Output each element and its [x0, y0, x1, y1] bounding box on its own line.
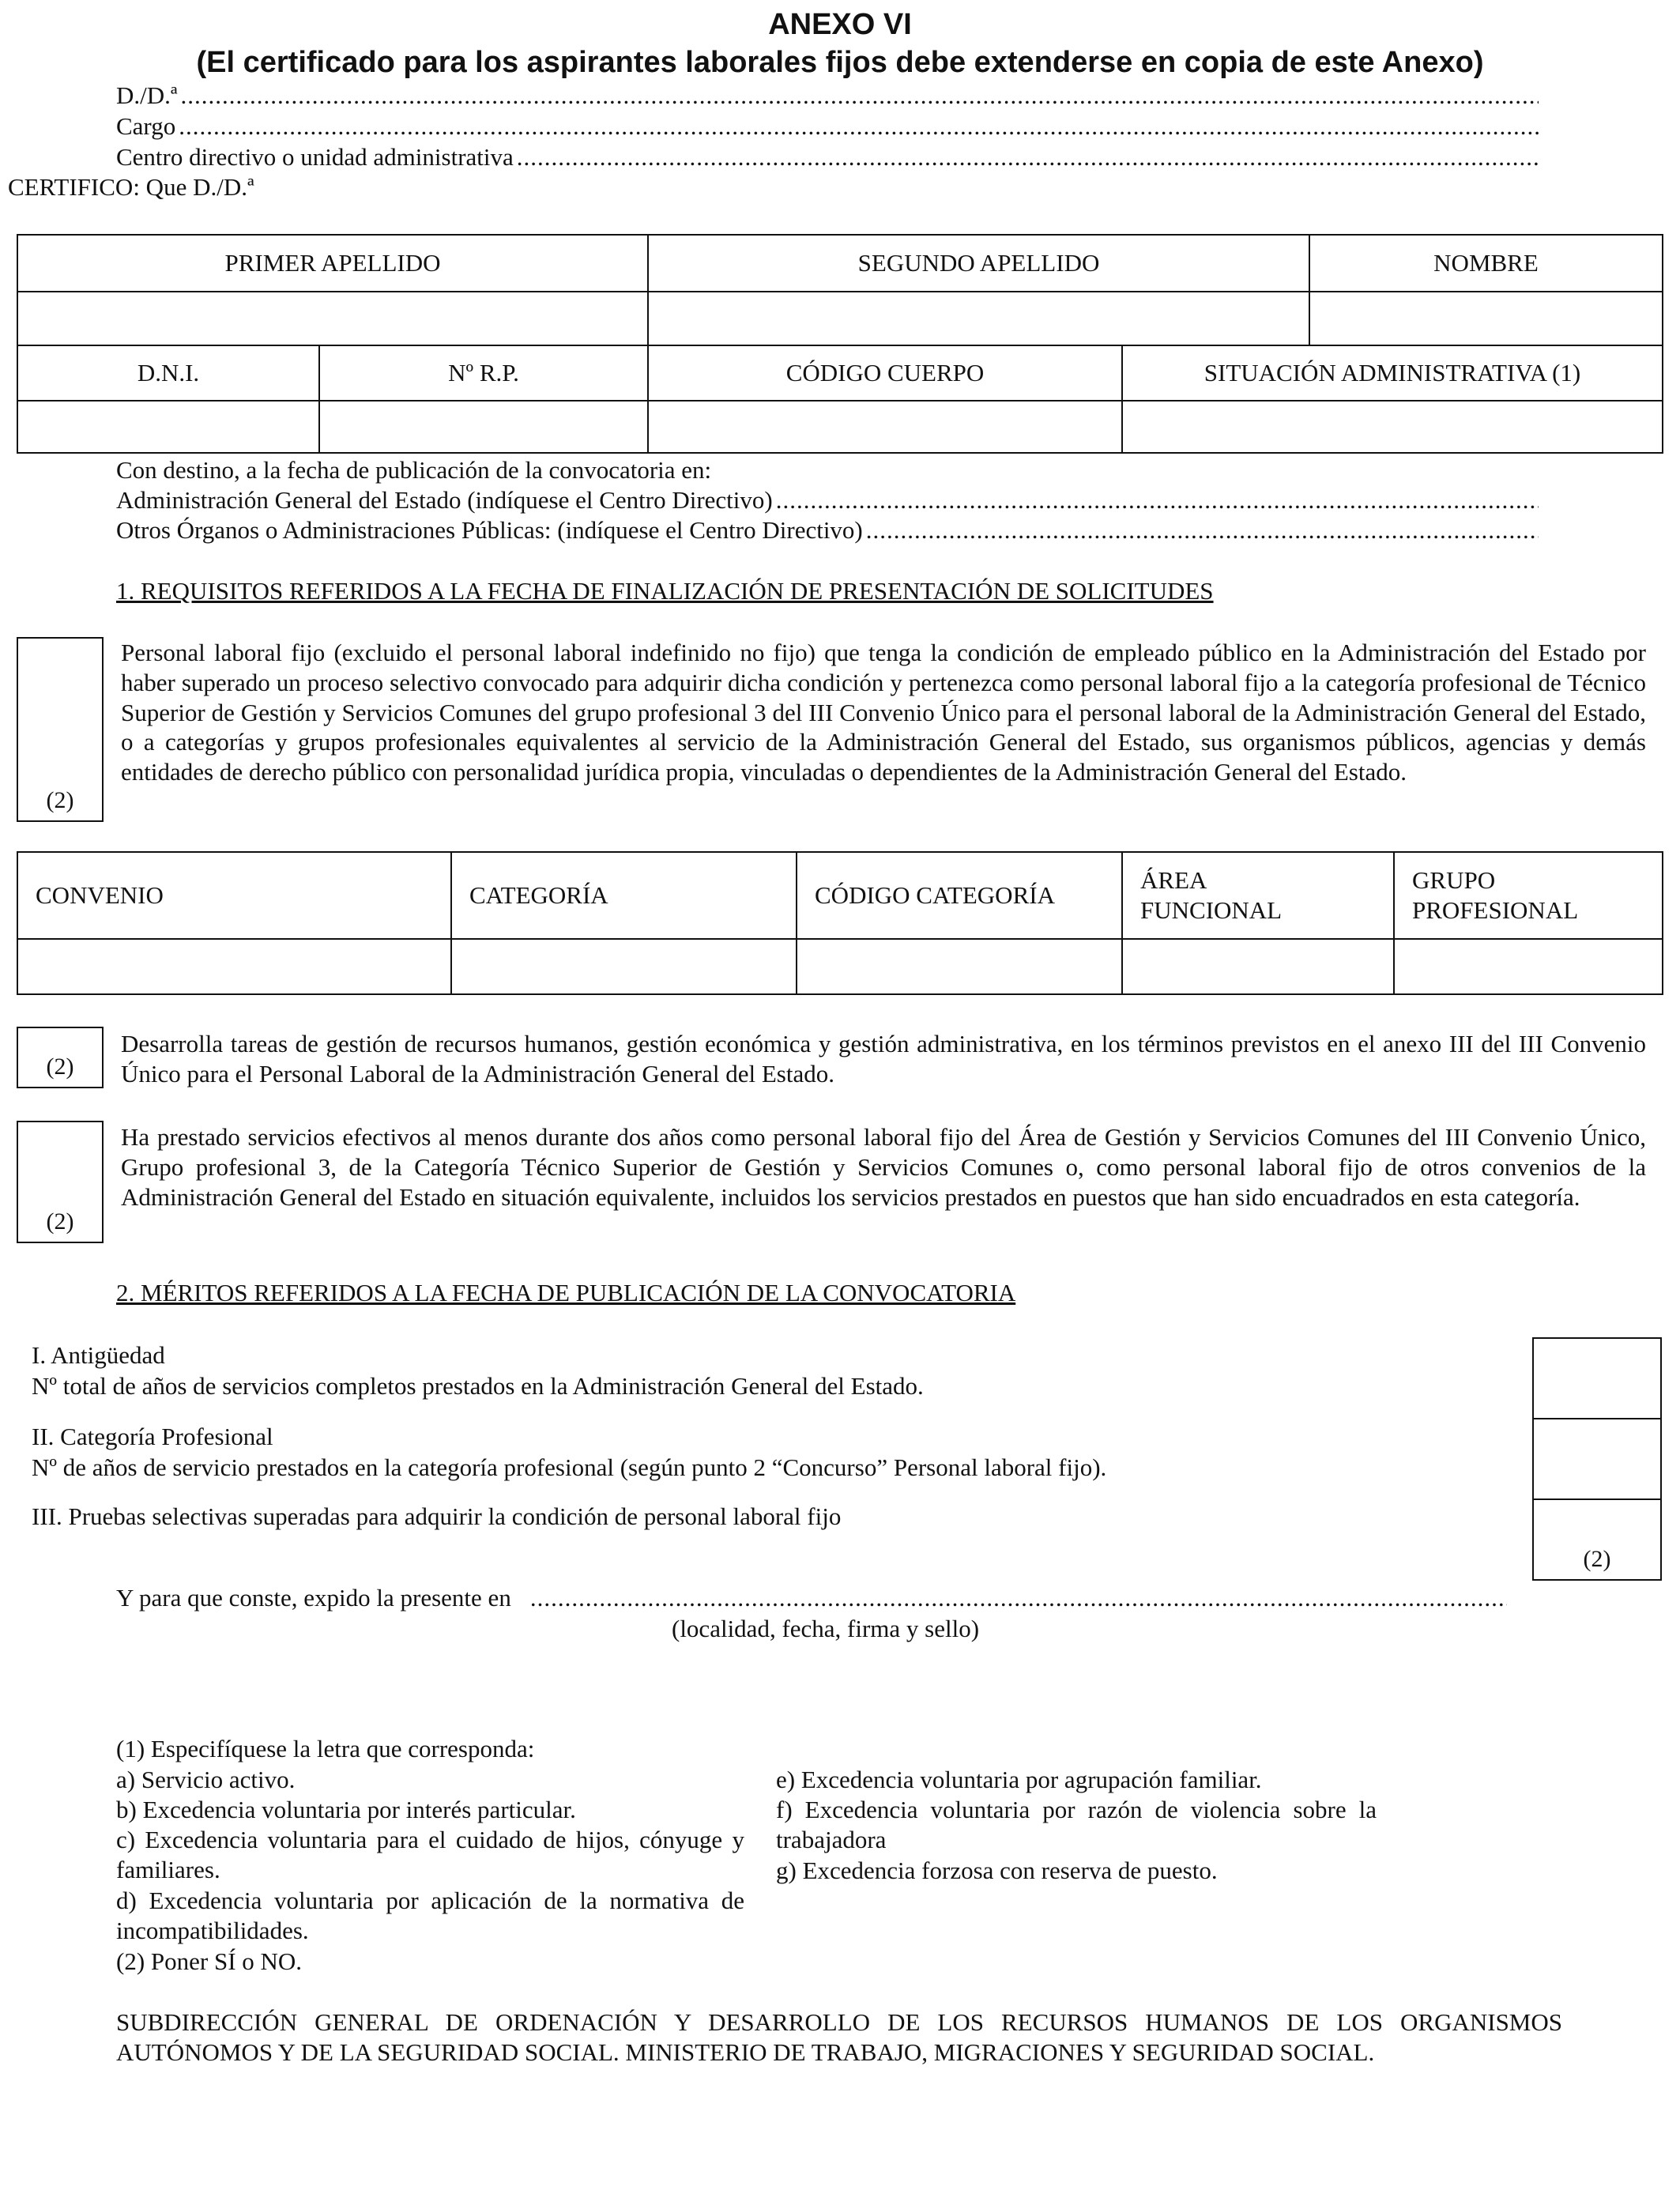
input-nombre[interactable] — [1309, 292, 1663, 345]
req2-text: Desarrolla tareas de gestión de recursos humanos, gestión económica y gestión administrativa, en los términos previstos en el anexo III del III Convenio Único para el Personal Laboral de la Administración General del Estado. — [121, 1030, 1646, 1088]
cargo-field[interactable] — [116, 111, 1539, 141]
note-2: (2) Poner SÍ o NO. — [116, 1947, 303, 1975]
req2-checkbox[interactable] — [17, 1027, 104, 1088]
certifico-label: CERTIFICO: Que D./D.ª — [8, 173, 254, 201]
header-categoria: CATEGORÍA — [451, 852, 797, 939]
merit2-box[interactable] — [1532, 1418, 1662, 1500]
req2-box-label: (2) — [46, 1054, 74, 1080]
footer-organism: SUBDIRECCIÓN GENERAL DE ORDENACIÓN Y DESARROLLO DE LOS RECURSOS HUMANOS DE LOS ORGANISMOS AUTÓNOMOS Y DE LA SEGURIDAD SOCIAL. MINISTERIO DE TRABAJO, MIGRACIONES Y SEGURIDAD SOCIAL. — [116, 2008, 1562, 2066]
centro-field[interactable] — [116, 142, 1539, 172]
merit1-box[interactable] — [1532, 1337, 1662, 1419]
input-grupo-profesional[interactable] — [1394, 939, 1663, 994]
destino-otros-label: Otros Órganos o Administraciones Públicas: (indíquese el Centro Directivo) — [116, 516, 863, 544]
section1-heading: 1. REQUISITOS REFERIDOS A LA FECHA DE FINALIZACIÓN DE PRESENTACIÓN DE SOLICITUDES — [116, 577, 1214, 605]
convenio-table — [17, 851, 1663, 995]
header-dni: D.N.I. — [17, 345, 319, 401]
input-situacion-administrativa[interactable] — [1122, 401, 1663, 453]
note-c: c) Excedencia voluntaria para el cuidado de hijos, cónyuge y familiares. — [116, 1826, 744, 1883]
section2-heading: 2. MÉRITOS REFERIDOS A LA FECHA DE PUBLICACIÓN DE LA CONVOCATORIA — [116, 1279, 1016, 1306]
input-area-funcional[interactable] — [1122, 939, 1394, 994]
input-primer-apellido[interactable] — [17, 292, 648, 345]
merit2-text: Nº de años de servicio prestados en la categoría profesional (según punto 2 “Concurso” Personal laboral fijo). — [32, 1453, 1107, 1481]
req3-text: Ha prestado servicios efectivos al menos durante dos años como personal laboral fijo del Área de Gestión y Servicios Comunes del III Convenio Único, Grupo profesional 3, de la Categoría Técnico Superior de Gestión y Servicios Comunes o, como personal laboral fijo de otros convenios de la Administración General del Estado en situación equivalente, incluidos los servicios prestados en puestos que han sido encuadrados en esta categoría. — [121, 1123, 1646, 1211]
identification-table — [17, 234, 1663, 454]
input-codigo-categoria[interactable] — [797, 939, 1122, 994]
input-codigo-cuerpo[interactable] — [648, 401, 1122, 453]
expido-field[interactable] — [116, 1583, 1507, 1613]
req1-box-label: (2) — [46, 787, 74, 814]
note-b: b) Excedencia voluntaria por interés particular. — [116, 1796, 576, 1823]
cargo-label: Cargo — [116, 112, 176, 140]
destino-intro: Con destino, a la fecha de publicación de la convocatoria en: — [116, 456, 712, 484]
req3-checkbox[interactable] — [17, 1121, 104, 1243]
merit3-box-label: (2) — [1583, 1546, 1611, 1573]
input-nrp[interactable] — [319, 401, 648, 453]
destino-age-label: Administración General del Estado (indíquese el Centro Directivo) — [116, 486, 773, 514]
destino-otros-field[interactable] — [116, 515, 1539, 545]
header-codigo-cuerpo: CÓDIGO CUERPO — [648, 345, 1122, 401]
input-categoria[interactable] — [451, 939, 797, 994]
merit3-title: III. Pruebas selectivas superadas para adquirir la condición de personal laboral fijo — [32, 1502, 842, 1530]
req3-box-label: (2) — [46, 1208, 74, 1235]
note-e: e) Excedencia voluntaria por agrupación familiar. — [776, 1766, 1262, 1793]
destino-age-field[interactable] — [116, 485, 1539, 515]
centro-label: Centro directivo o unidad administrativa — [116, 143, 514, 171]
note-a: a) Servicio activo. — [116, 1766, 296, 1793]
note-d: d) Excedencia voluntaria por aplicación de la normativa de incompatibilidades. — [116, 1887, 744, 1944]
merit1-text: Nº total de años de servicios completos prestados en la Administración General del Estado. — [32, 1372, 924, 1400]
header-grupo-profesional: GRUPO PROFESIONAL — [1394, 852, 1663, 939]
merit1-title: I. Antigüedad — [32, 1341, 165, 1369]
header-primer-apellido: PRIMER APELLIDO — [17, 235, 648, 292]
merit3-box[interactable] — [1532, 1498, 1662, 1581]
header-convenio: CONVENIO — [17, 852, 451, 939]
page-subtitle: (El certificado para los aspirantes laborales fijos debe extenderse en copia de este Anexo) — [196, 46, 1484, 79]
note-f: f) Excedencia voluntaria por razón de violencia sobre la trabajadora — [776, 1796, 1377, 1853]
input-segundo-apellido[interactable] — [648, 292, 1309, 345]
req1-checkbox[interactable] — [17, 637, 104, 822]
expido-label: Y para que conste, expido la presente en — [116, 1584, 511, 1612]
header-nombre: NOMBRE — [1309, 235, 1663, 292]
dd-label: D./D.ª — [116, 81, 178, 109]
input-dni[interactable] — [17, 401, 319, 453]
header-codigo-categoria: CÓDIGO CATEGORÍA — [797, 852, 1122, 939]
header-nrp: Nº R.P. — [319, 345, 648, 401]
expido-sublabel: (localidad, fecha, firma y sello) — [672, 1615, 980, 1642]
page-title: ANEXO VI — [768, 8, 912, 41]
req1-text: Personal laboral fijo (excluido el personal laboral indefinido no fijo) que tenga la condición de empleado público en la Administración del Estado por haber superado un proceso selectivo convocado para adquirir dicha condición y pertenezca como personal laboral fijo a la categoría profesional de Técnico Superior de Gestión y Servicios Comunes del grupo profesional 3 del III Convenio Único para el personal laboral de la Administración General del Estado, o a categorías y grupos profesionales equivalentes al servicio de la Administración General del Estado, sus organismos públicos, agencias y demás entidades de derecho público con personalidad jurídica propia, vinculadas o dependientes de la Administración General del Estado. — [121, 639, 1646, 786]
header-situacion-administrativa: SITUACIÓN ADMINISTRATIVA (1) — [1122, 345, 1663, 401]
notes-intro: (1) Especifíquese la letra que corresponda: — [116, 1735, 535, 1762]
merit2-title: II. Categoría Profesional — [32, 1423, 273, 1450]
dd-field[interactable] — [116, 81, 1539, 111]
header-segundo-apellido: SEGUNDO APELLIDO — [648, 235, 1309, 292]
input-convenio[interactable] — [17, 939, 451, 994]
note-g: g) Excedencia forzosa con reserva de puesto. — [776, 1857, 1218, 1884]
header-area-funcional: ÁREA FUNCIONAL — [1122, 852, 1394, 939]
